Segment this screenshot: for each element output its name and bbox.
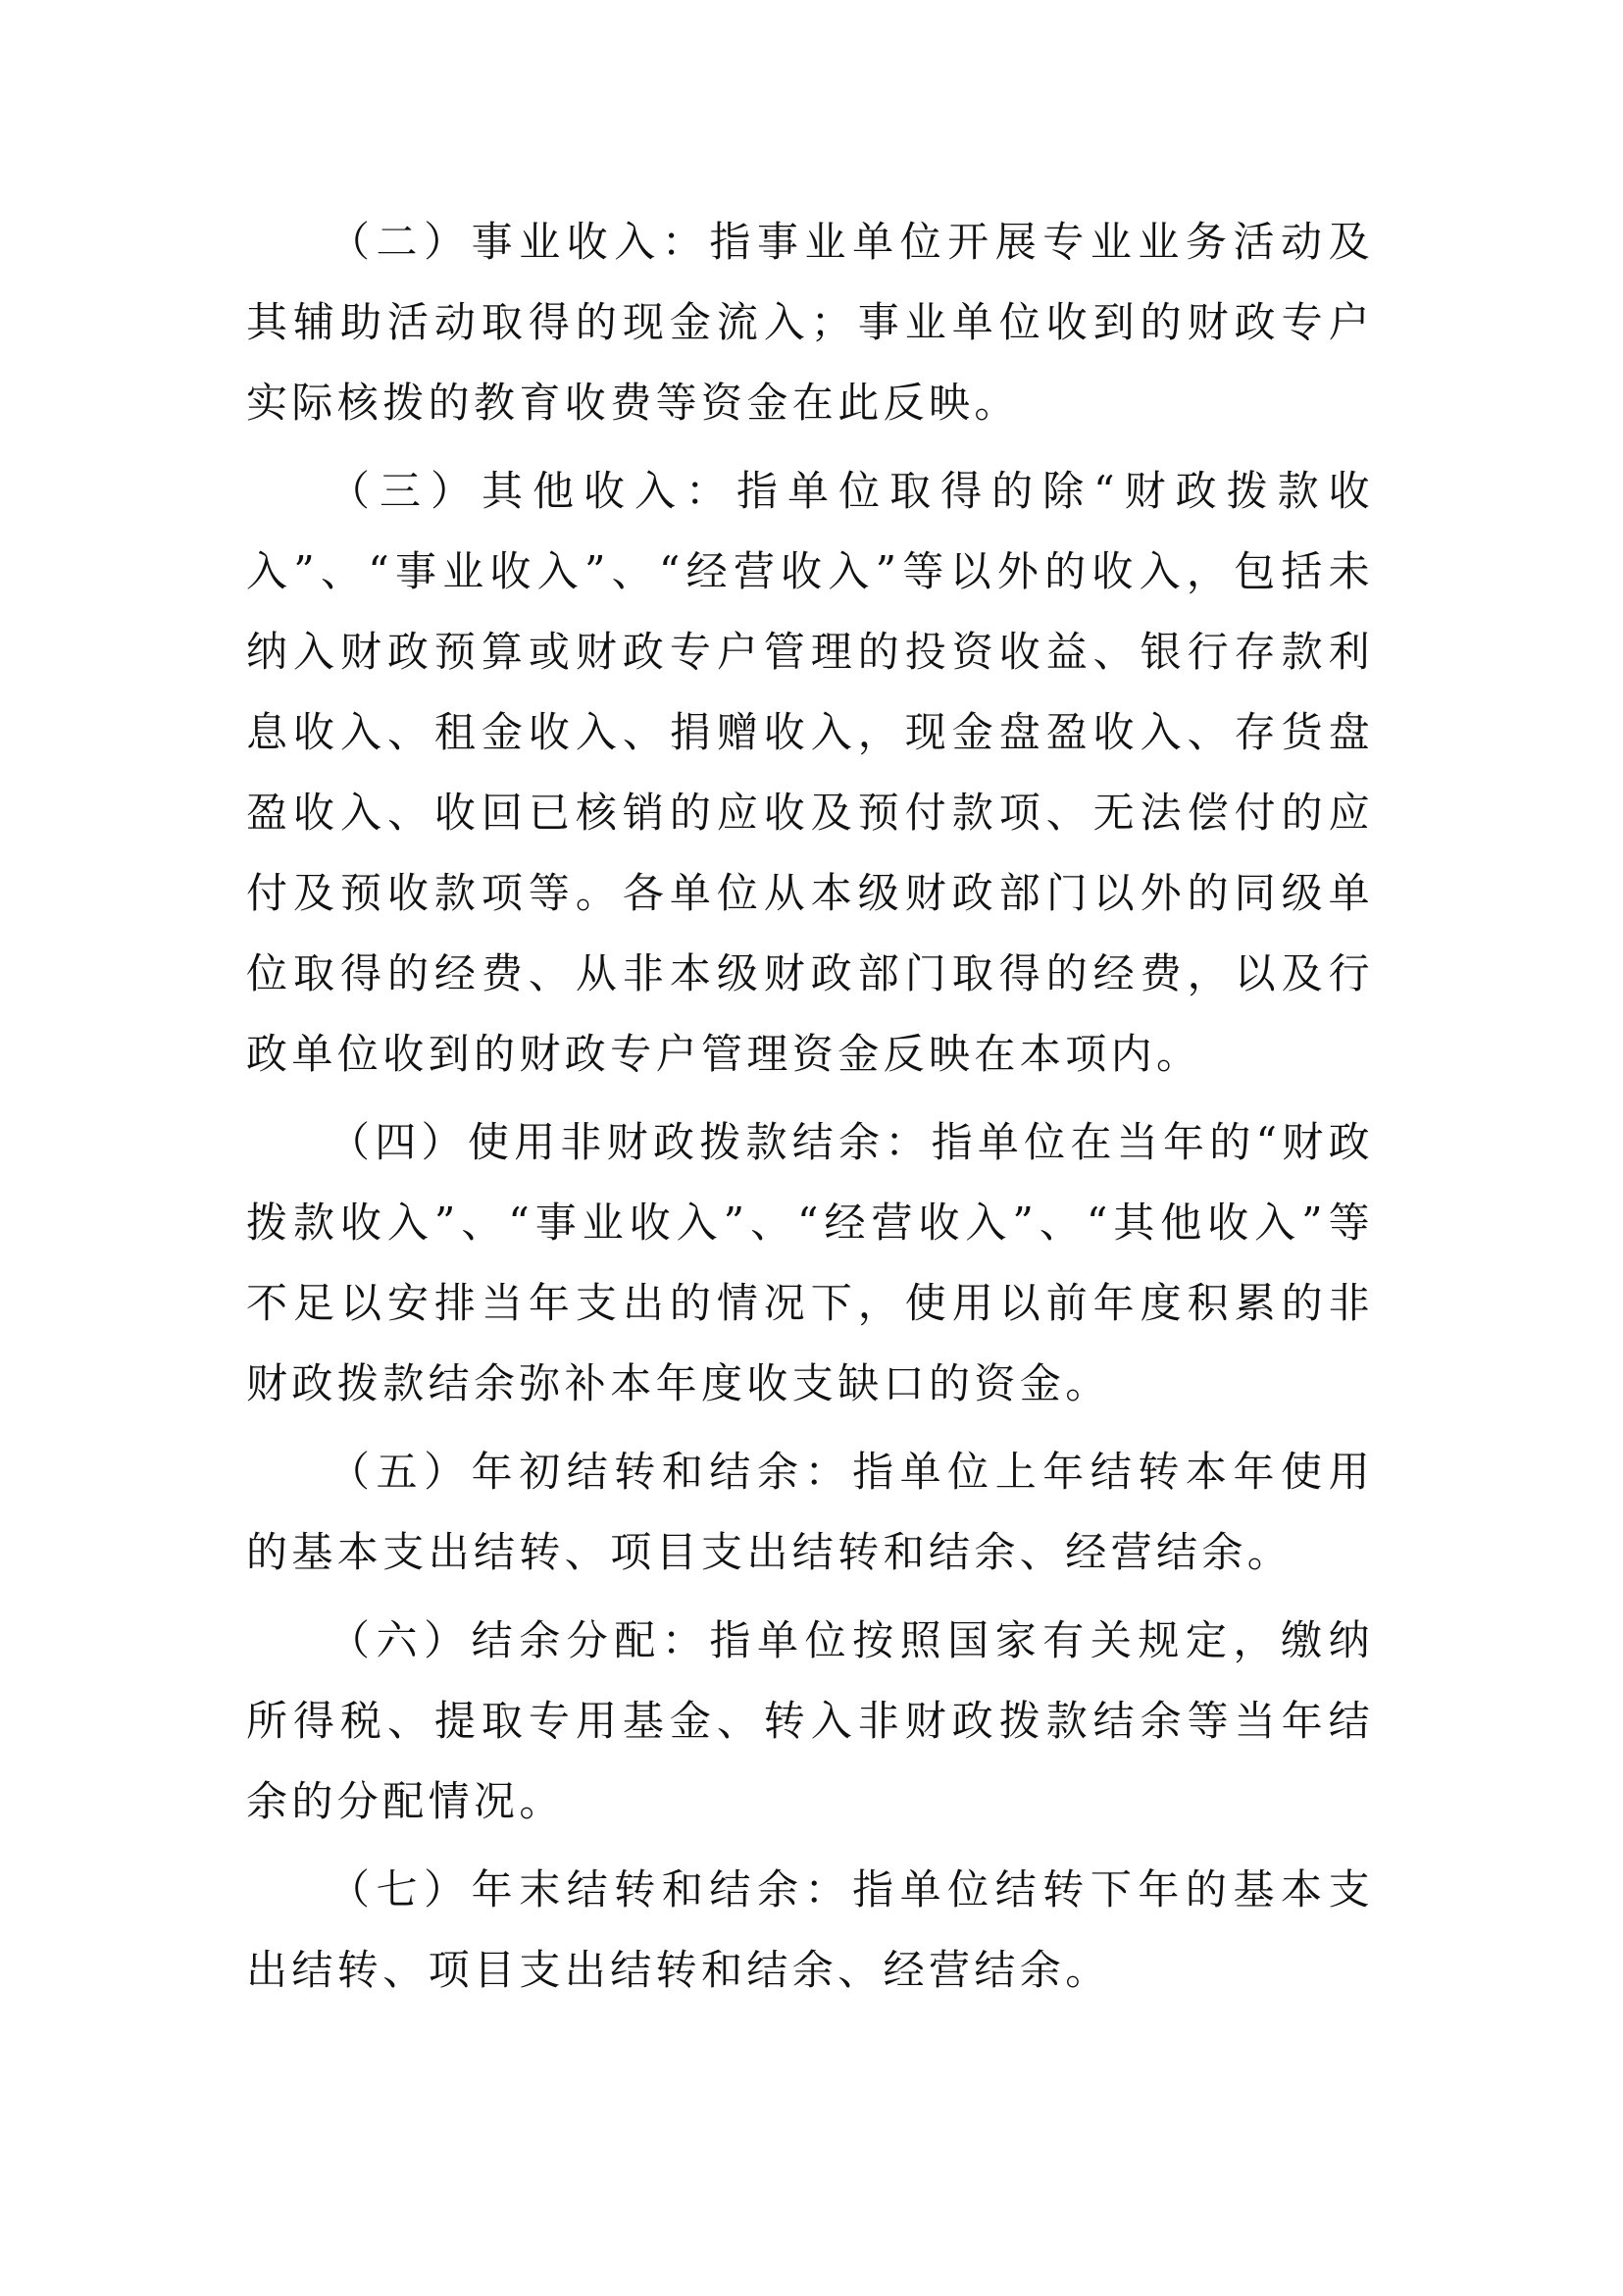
paragraph-other-income: （三）其他收入：指单位取得的除“财政拨款收入”、“事业收入”、“经营收入”等以外的收入，包括未纳入财政预算或财政专户管理的投资收益、银行存款利息收入、租金收入、捐赠收入，现金盘盈收入、存货盘盈收入、收回已核销的应收及预付款项、无法偿付的应付及预收款项等。各单位从本级财政部门以外的同级单位取得的经费、从非本级财政部门取得的经费，以及行政单位收到的财政专户管理资金反映在本项内。 (246, 467, 1374, 1078)
paragraph-surplus-distribution: （六）结余分配：指单位按照国家有关规定，缴纳所得税、提取专用基金、转入非财政拨款结余等当年结余的分配情况。 (246, 1616, 1374, 1825)
paragraph-business-income: （二）事业收入：指事业单位开展专业业务活动及其辅助活动取得的现金流入；事业单位收到的财政专户实际核拨的教育收费等资金在此反映。 (246, 218, 1374, 427)
paragraph-ending-carryover: （七）年末结转和结余：指单位结转下年的基本支出结转、项目支出结转和结余、经营结余。 (246, 1865, 1374, 1994)
paragraph-beginning-carryover: （五）年初结转和结余：指单位上年结转本年使用的基本支出结转、项目支出结转和结余、经营结余。 (246, 1448, 1374, 1576)
paragraph-non-fiscal-surplus: （四）使用非财政拨款结余：指单位在当年的“财政拨款收入”、“事业收入”、“经营收入”、“其他收入”等不足以安排当年支出的情况下，使用以前年度积累的非财政拨款结余弥补本年度收支缺口的资金。 (246, 1118, 1374, 1407)
document-body (246, 202, 1374, 2018)
